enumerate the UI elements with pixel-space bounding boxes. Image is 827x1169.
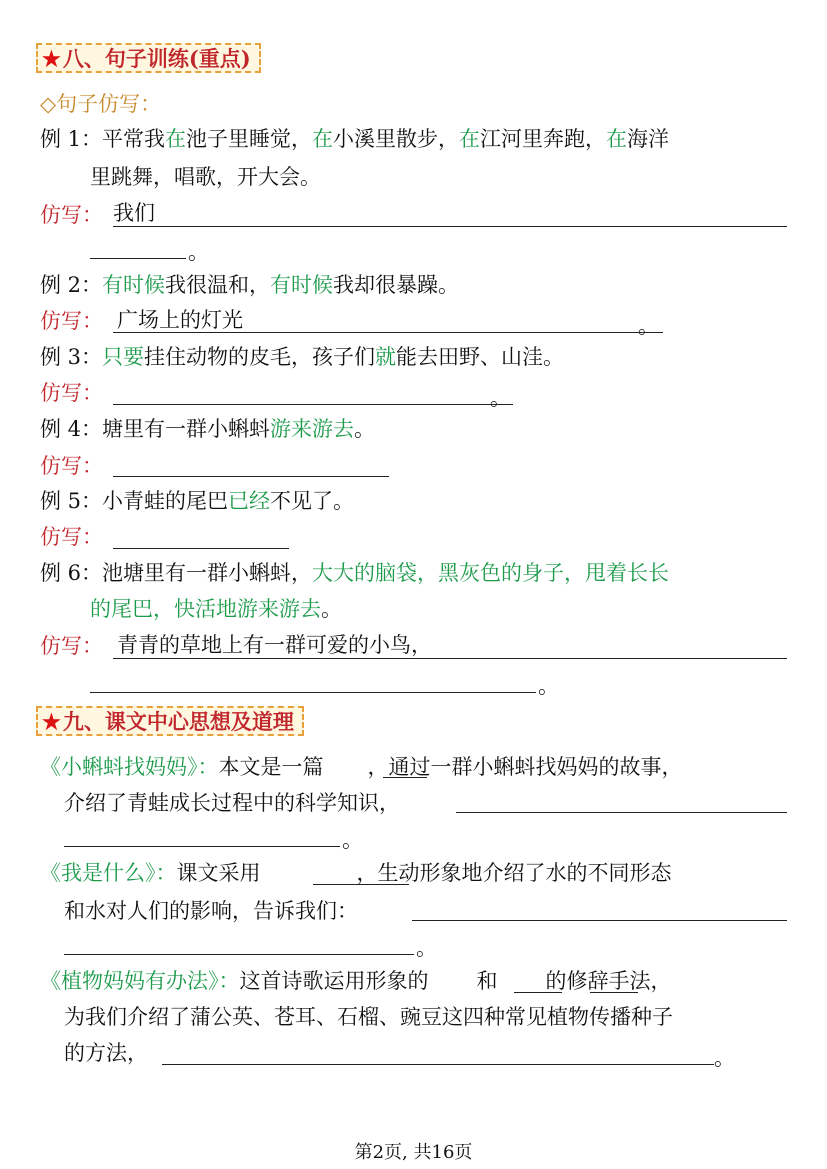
text: 。: [321, 597, 342, 621]
highlight: 已经: [228, 489, 271, 513]
text: 课文采用: [176, 861, 261, 885]
lesson-2-line-2: 和水对人们的影响，告诉我们：: [64, 899, 358, 923]
example-5-line: [40, 486, 354, 516]
text: 江河里奔跑，: [480, 127, 607, 151]
highlight: 游来游去: [270, 417, 355, 441]
page-footer: 第2页, 共16页: [354, 1142, 473, 1163]
text: 我却很暴躁。: [333, 273, 460, 297]
lesson-1-line-1: [40, 752, 683, 782]
highlight: 在: [312, 127, 334, 151]
lesson-1-title: 《小蝌蚪找妈妈》：: [40, 755, 219, 779]
text: 本文是一篇: [218, 755, 324, 779]
highlight: 在: [459, 127, 481, 151]
lesson-1-line-2: 介绍了青蛙成长过程中的科学知识，: [64, 791, 400, 815]
example-1-fill-start: 我们: [113, 201, 155, 225]
example-5-label: 例 5：: [40, 489, 103, 513]
lesson-3-line-2: 为我们介绍了蒲公英、苍耳、石榴、豌豆这四种常见植物传播种子: [64, 1005, 673, 1029]
imitation-label: 仿写：: [40, 454, 103, 478]
text: 这首诗歌运用形象的: [239, 969, 429, 993]
example-1-label: 例 1：: [40, 127, 103, 151]
example-3-label: 例 3：: [40, 345, 103, 369]
answer-line[interactable]: [113, 404, 513, 405]
text: 挂住动物的皮毛，孩子们: [144, 345, 376, 369]
answer-line[interactable]: [113, 548, 289, 549]
period: 。: [714, 1046, 735, 1070]
section-8-header: [36, 43, 261, 73]
section-9-title: 九、课文中心思想及道理: [62, 709, 294, 734]
highlight: 有时候: [270, 273, 334, 297]
example-6-fill-start: 青青的草地上有一群可爱的小鸟，: [117, 633, 432, 657]
imitation-label: 仿写：: [40, 634, 103, 658]
text: 和: [476, 969, 498, 993]
answer-line[interactable]: [162, 1064, 714, 1065]
period: 。: [638, 314, 659, 338]
lesson-3-title: 《植物妈妈有办法》：: [40, 969, 240, 993]
example-4-label: 例 4：: [40, 417, 103, 441]
imitation-heading: ◇句子仿写：: [40, 92, 162, 116]
answer-line[interactable]: [90, 258, 186, 259]
highlight: 在: [165, 127, 187, 151]
answer-line[interactable]: [514, 992, 562, 993]
example-6-line-2: [90, 594, 342, 624]
highlight: 只要: [102, 345, 145, 369]
highlight: 就: [375, 345, 397, 369]
period: 。: [416, 936, 437, 960]
answer-line[interactable]: [113, 332, 663, 333]
answer-line[interactable]: [113, 476, 389, 477]
highlight: 有时候: [102, 273, 166, 297]
text: 池塘里有一群小蝌蚪，: [102, 561, 313, 585]
highlight: 大大的脑袋，黑灰色的身子，甩着长长: [312, 561, 670, 585]
lesson-3-line-3: 的方法，: [64, 1041, 148, 1065]
example-6-label: 例 6：: [40, 561, 103, 585]
lesson-3-line-1: [40, 966, 672, 996]
period: 。: [538, 674, 559, 698]
example-6-line-1: [40, 558, 669, 588]
star-icon: ★: [42, 45, 61, 71]
example-2-line: [40, 270, 459, 300]
imitation-label: 仿写：: [40, 203, 103, 227]
text: 我很温和，: [165, 273, 271, 297]
example-1-line-1: [40, 124, 669, 154]
text: 池子里睡觉，: [186, 127, 313, 151]
text: ，通过一群小蝌蚪找妈妈的故事，: [367, 755, 683, 779]
answer-line[interactable]: [64, 846, 340, 847]
imitation-label: 仿写：: [40, 525, 103, 549]
text: 小青蛙的尾巴: [102, 489, 229, 513]
text: 海洋: [627, 127, 670, 151]
text: 不见了。: [270, 489, 355, 513]
lesson-2-title: 《我是什么》：: [40, 861, 177, 885]
imitation-label: 仿写：: [40, 381, 103, 405]
highlight: 在: [606, 127, 628, 151]
answer-line[interactable]: [412, 920, 787, 921]
section-8-title: 八、句子训练(重点): [62, 46, 251, 71]
answer-line[interactable]: [383, 777, 427, 778]
answer-line[interactable]: [313, 884, 409, 885]
period: 。: [342, 828, 363, 852]
example-2-fill-start: 广场上的灯光: [117, 308, 243, 332]
answer-line[interactable]: [64, 954, 414, 955]
example-2-label: 例 2：: [40, 273, 103, 297]
answer-line[interactable]: [113, 658, 787, 659]
imitation-label: 仿写：: [40, 309, 103, 333]
answer-line[interactable]: [90, 692, 536, 693]
answer-line[interactable]: [456, 812, 787, 813]
highlight: 的尾巴，快活地游来游去: [90, 597, 321, 621]
text: ，生动形象地介绍了水的不同形态: [356, 861, 672, 885]
text: 能去田野、山洼。: [396, 345, 565, 369]
text: 平常我: [102, 127, 166, 151]
example-3-line: [40, 342, 564, 372]
answer-line[interactable]: [590, 992, 638, 993]
answer-line[interactable]: [113, 226, 787, 227]
example-4-line: [40, 414, 375, 444]
period: 。: [490, 386, 511, 410]
period: 。: [188, 240, 209, 264]
text: 小溪里散步，: [333, 127, 460, 151]
text: 塘里有一群小蝌蚪: [102, 417, 271, 441]
text: 。: [354, 417, 376, 441]
example-1-line-2: 里跳舞，唱歌，开大会。: [90, 165, 321, 189]
section-9-header: [36, 706, 304, 736]
star-icon: ★: [42, 708, 61, 734]
text: 的修辞手法，: [545, 969, 672, 993]
